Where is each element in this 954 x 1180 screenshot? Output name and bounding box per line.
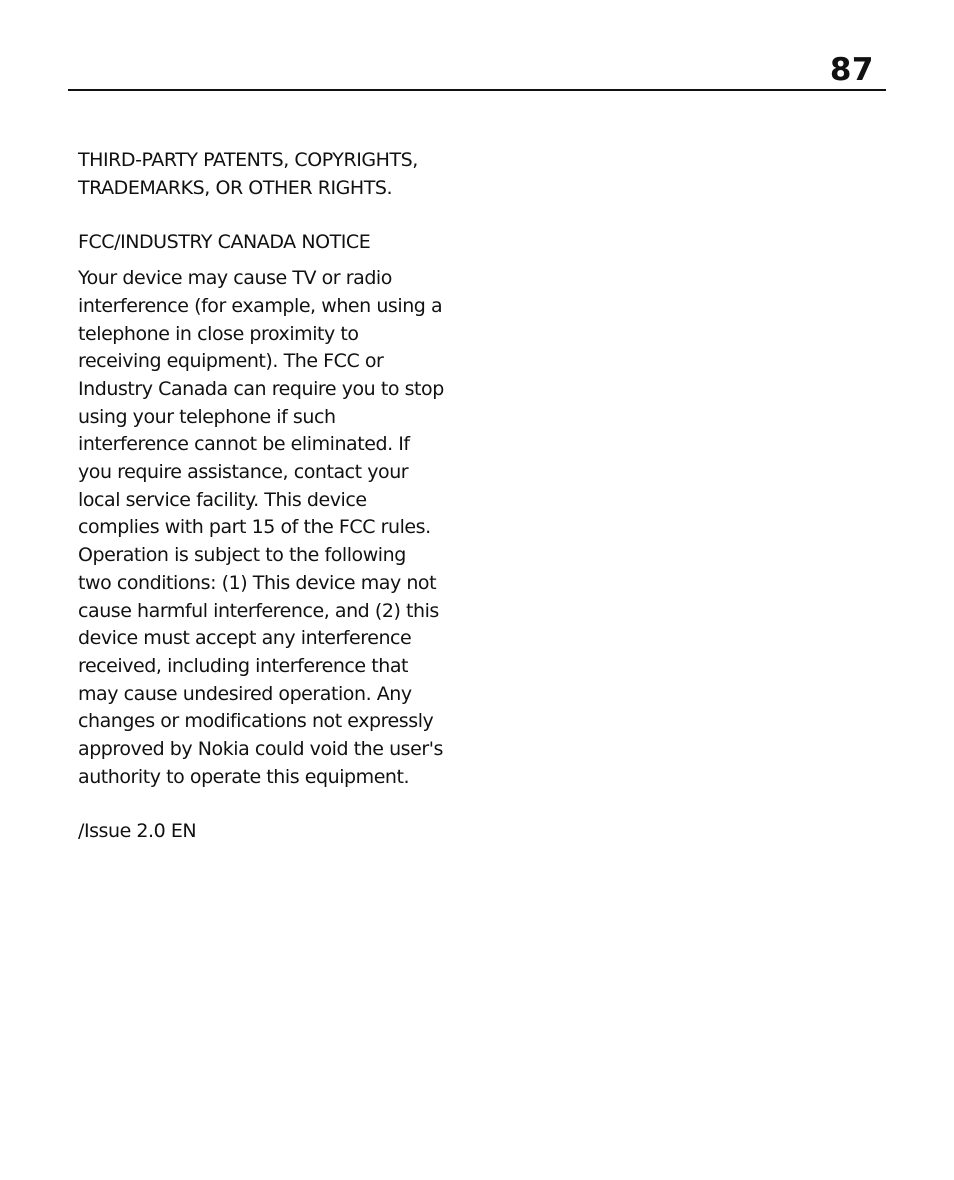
- rights-paragraph: THIRD-PARTY PATENTS, COPYRIGHTS, TRADEMARKS, OR OTHER RIGHTS.: [78, 149, 418, 199]
- fcc-heading: FCC/INDUSTRY CANADA NOTICE: [78, 231, 371, 254]
- page-number: 87: [829, 52, 874, 88]
- page-content: [78, 147, 478, 846]
- header-rule: [68, 89, 886, 91]
- issue-line: /Issue 2.0 EN: [78, 820, 197, 843]
- fcc-paragraph: Your device may cause TV or radio interference (for example, when using a telephone in close proximity to receiving equipment). The FCC or Industry Canada can require you to stop using your telephone if such interference cannot be eliminated. If you require assistance, contact your local service facility. This device complies with part 15 of the FCC rules. Operation is subject to the following two conditions: (1) This device may not cause harmful interference, and (2) this device must accept any interference received, including interference that may cause undesired operation. Any changes or modifications not expressly approved by Nokia could void the user's authority to operate this equipment.: [78, 267, 444, 788]
